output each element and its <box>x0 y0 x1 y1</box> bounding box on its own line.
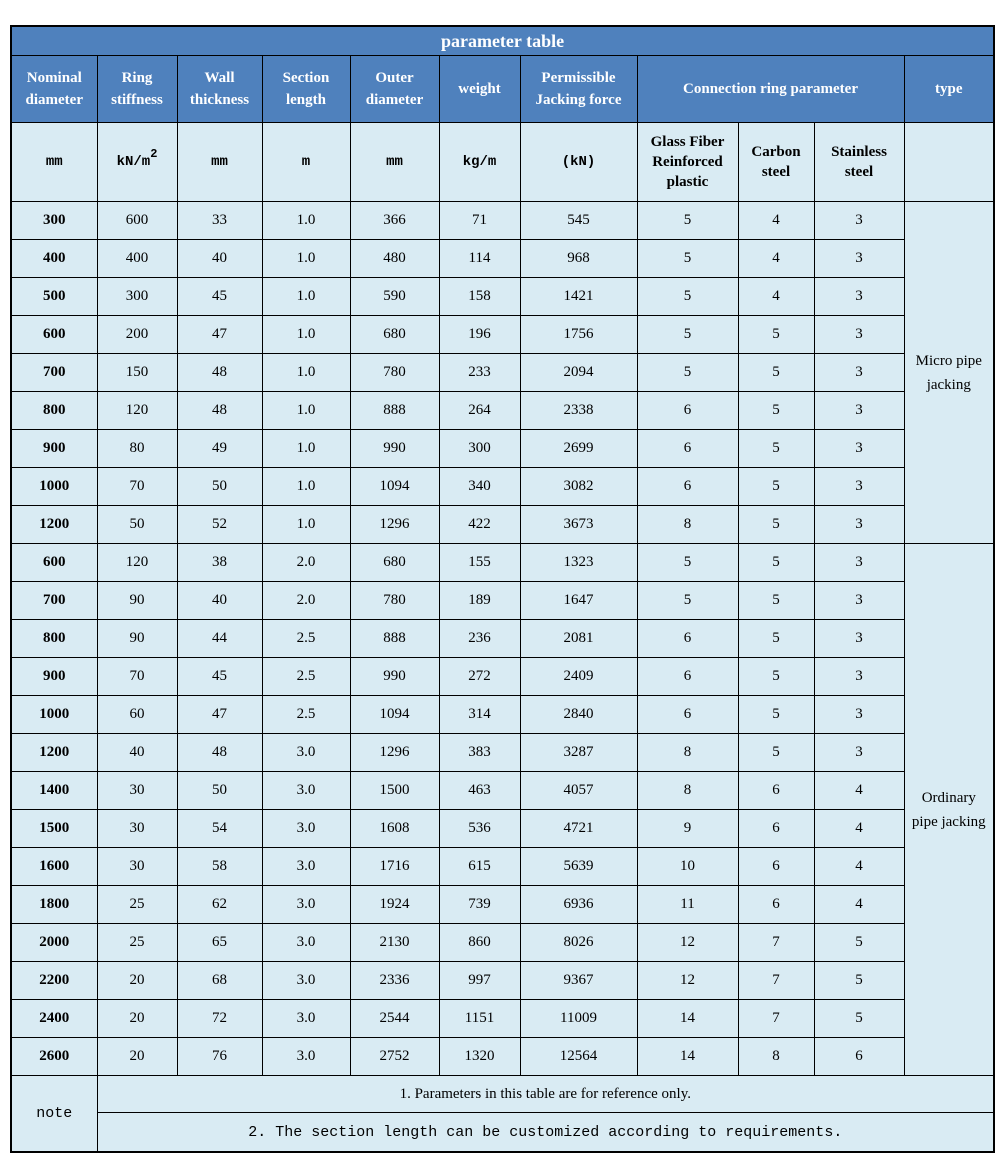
cell-gfrp: 5 <box>637 202 738 240</box>
cell-weight: 114 <box>439 240 520 278</box>
cell-carbon-steel: 5 <box>738 658 814 696</box>
cell-weight: 264 <box>439 392 520 430</box>
cell-outer-diameter: 1094 <box>350 696 439 734</box>
cell-carbon-steel: 6 <box>738 848 814 886</box>
cell-outer-diameter: 888 <box>350 392 439 430</box>
cell-section-length: 3.0 <box>262 734 350 772</box>
cell-outer-diameter: 1500 <box>350 772 439 810</box>
cell-weight: 340 <box>439 468 520 506</box>
cell-wall-thickness: 47 <box>177 316 262 354</box>
cell-carbon-steel: 6 <box>738 810 814 848</box>
cell-gfrp: 6 <box>637 392 738 430</box>
cell-stainless-steel: 4 <box>814 848 904 886</box>
table-row <box>11 658 994 696</box>
cell-stainless-steel: 3 <box>814 506 904 544</box>
cell-nominal-diameter: 1400 <box>11 772 97 810</box>
header-wall-thickness: Wall thickness <box>177 56 262 123</box>
cell-wall-thickness: 47 <box>177 696 262 734</box>
type-cell: Ordinary pipe jacking <box>904 544 994 1076</box>
unit-wall-thickness: mm <box>177 123 262 202</box>
cell-wall-thickness: 62 <box>177 886 262 924</box>
cell-outer-diameter: 1094 <box>350 468 439 506</box>
cell-section-length: 3.0 <box>262 1000 350 1038</box>
cell-jacking-force: 3673 <box>520 506 637 544</box>
cell-weight: 383 <box>439 734 520 772</box>
cell-nominal-diameter: 1200 <box>11 734 97 772</box>
cell-jacking-force: 1323 <box>520 544 637 582</box>
cell-carbon-steel: 5 <box>738 468 814 506</box>
cell-weight: 71 <box>439 202 520 240</box>
cell-wall-thickness: 38 <box>177 544 262 582</box>
cell-outer-diameter: 680 <box>350 544 439 582</box>
cell-outer-diameter: 2130 <box>350 924 439 962</box>
cell-stainless-steel: 3 <box>814 278 904 316</box>
cell-ring-stiffness: 600 <box>97 202 177 240</box>
cell-section-length: 1.0 <box>262 240 350 278</box>
cell-nominal-diameter: 2000 <box>11 924 97 962</box>
cell-carbon-steel: 4 <box>738 202 814 240</box>
cell-gfrp: 5 <box>637 354 738 392</box>
cell-wall-thickness: 49 <box>177 430 262 468</box>
cell-section-length: 2.0 <box>262 544 350 582</box>
table-row <box>11 772 994 810</box>
unit-jacking-force: (kN) <box>520 123 637 202</box>
cell-gfrp: 5 <box>637 582 738 620</box>
cell-gfrp: 14 <box>637 1038 738 1076</box>
cell-carbon-steel: 5 <box>738 316 814 354</box>
cell-section-length: 1.0 <box>262 202 350 240</box>
cell-gfrp: 6 <box>637 696 738 734</box>
table-head-group <box>11 26 994 202</box>
cell-ring-stiffness: 90 <box>97 582 177 620</box>
cell-section-length: 1.0 <box>262 278 350 316</box>
cell-carbon-steel: 5 <box>738 392 814 430</box>
cell-section-length: 3.0 <box>262 924 350 962</box>
cell-gfrp: 6 <box>637 620 738 658</box>
cell-section-length: 1.0 <box>262 316 350 354</box>
cell-nominal-diameter: 500 <box>11 278 97 316</box>
cell-stainless-steel: 5 <box>814 1000 904 1038</box>
cell-section-length: 3.0 <box>262 886 350 924</box>
cell-ring-stiffness: 50 <box>97 506 177 544</box>
cell-carbon-steel: 5 <box>738 544 814 582</box>
cell-gfrp: 14 <box>637 1000 738 1038</box>
cell-weight: 615 <box>439 848 520 886</box>
cell-carbon-steel: 5 <box>738 582 814 620</box>
cell-jacking-force: 545 <box>520 202 637 240</box>
cell-jacking-force: 8026 <box>520 924 637 962</box>
cell-carbon-steel: 4 <box>738 240 814 278</box>
cell-carbon-steel: 5 <box>738 430 814 468</box>
cell-section-length: 3.0 <box>262 848 350 886</box>
table-row <box>11 886 994 924</box>
cell-carbon-steel: 7 <box>738 924 814 962</box>
cell-stainless-steel: 3 <box>814 202 904 240</box>
table-row <box>11 848 994 886</box>
cell-outer-diameter: 990 <box>350 430 439 468</box>
table-row <box>11 392 994 430</box>
cell-wall-thickness: 33 <box>177 202 262 240</box>
cell-ring-stiffness: 120 <box>97 392 177 430</box>
cell-jacking-force: 9367 <box>520 962 637 1000</box>
cell-ring-stiffness: 90 <box>97 620 177 658</box>
cell-jacking-force: 5639 <box>520 848 637 886</box>
cell-weight: 422 <box>439 506 520 544</box>
cell-section-length: 3.0 <box>262 1038 350 1076</box>
table-row <box>11 544 994 582</box>
cell-carbon-steel: 5 <box>738 354 814 392</box>
cell-gfrp: 5 <box>637 544 738 582</box>
cell-section-length: 3.0 <box>262 810 350 848</box>
cell-weight: 233 <box>439 354 520 392</box>
cell-ring-stiffness: 70 <box>97 658 177 696</box>
cell-outer-diameter: 990 <box>350 658 439 696</box>
cell-outer-diameter: 780 <box>350 582 439 620</box>
cell-nominal-diameter: 2400 <box>11 1000 97 1038</box>
cell-gfrp: 12 <box>637 962 738 1000</box>
cell-wall-thickness: 65 <box>177 924 262 962</box>
subheader-stainless-steel: Stainless steel <box>814 123 904 202</box>
cell-nominal-diameter: 1600 <box>11 848 97 886</box>
cell-carbon-steel: 6 <box>738 772 814 810</box>
cell-nominal-diameter: 1200 <box>11 506 97 544</box>
cell-jacking-force: 3082 <box>520 468 637 506</box>
cell-jacking-force: 2338 <box>520 392 637 430</box>
unit-ring-stiffness <box>97 123 177 202</box>
cell-outer-diameter: 2752 <box>350 1038 439 1076</box>
table-row <box>11 240 994 278</box>
cell-stainless-steel: 3 <box>814 696 904 734</box>
cell-stainless-steel: 3 <box>814 582 904 620</box>
cell-weight: 189 <box>439 582 520 620</box>
cell-weight: 1151 <box>439 1000 520 1038</box>
cell-carbon-steel: 4 <box>738 278 814 316</box>
cell-wall-thickness: 58 <box>177 848 262 886</box>
cell-gfrp: 12 <box>637 924 738 962</box>
unit-weight: kg/m <box>439 123 520 202</box>
cell-gfrp: 11 <box>637 886 738 924</box>
cell-stainless-steel: 3 <box>814 658 904 696</box>
cell-outer-diameter: 1296 <box>350 506 439 544</box>
cell-weight: 155 <box>439 544 520 582</box>
cell-outer-diameter: 1716 <box>350 848 439 886</box>
cell-section-length: 1.0 <box>262 506 350 544</box>
table-row <box>11 1000 994 1038</box>
cell-gfrp: 9 <box>637 810 738 848</box>
table-title: parameter table <box>11 26 994 56</box>
header-row <box>11 56 994 123</box>
cell-section-length: 1.0 <box>262 430 350 468</box>
cell-jacking-force: 6936 <box>520 886 637 924</box>
cell-ring-stiffness: 40 <box>97 734 177 772</box>
header-ring-stiffness: Ring stiffness <box>97 56 177 123</box>
cell-ring-stiffness: 120 <box>97 544 177 582</box>
cell-ring-stiffness: 30 <box>97 772 177 810</box>
unit-nominal-diameter: mm <box>11 123 97 202</box>
cell-stainless-steel: 5 <box>814 962 904 1000</box>
cell-wall-thickness: 50 <box>177 772 262 810</box>
cell-nominal-diameter: 300 <box>11 202 97 240</box>
cell-ring-stiffness: 400 <box>97 240 177 278</box>
cell-nominal-diameter: 900 <box>11 658 97 696</box>
cell-nominal-diameter: 900 <box>11 430 97 468</box>
cell-outer-diameter: 1296 <box>350 734 439 772</box>
cell-jacking-force: 1647 <box>520 582 637 620</box>
cell-stainless-steel: 3 <box>814 468 904 506</box>
cell-outer-diameter: 2544 <box>350 1000 439 1038</box>
note-label: note <box>11 1076 97 1153</box>
cell-stainless-steel: 3 <box>814 544 904 582</box>
cell-outer-diameter: 2336 <box>350 962 439 1000</box>
table-row <box>11 1038 994 1076</box>
cell-wall-thickness: 76 <box>177 1038 262 1076</box>
cell-ring-stiffness: 25 <box>97 924 177 962</box>
cell-jacking-force: 1756 <box>520 316 637 354</box>
title-row <box>11 26 994 56</box>
cell-ring-stiffness: 150 <box>97 354 177 392</box>
cell-jacking-force: 2094 <box>520 354 637 392</box>
table-row <box>11 924 994 962</box>
cell-gfrp: 5 <box>637 240 738 278</box>
cell-nominal-diameter: 1500 <box>11 810 97 848</box>
cell-weight: 300 <box>439 430 520 468</box>
cell-nominal-diameter: 700 <box>11 354 97 392</box>
cell-wall-thickness: 48 <box>177 734 262 772</box>
cell-carbon-steel: 5 <box>738 506 814 544</box>
cell-outer-diameter: 480 <box>350 240 439 278</box>
unit-section-length: m <box>262 123 350 202</box>
cell-nominal-diameter: 800 <box>11 392 97 430</box>
cell-nominal-diameter: 700 <box>11 582 97 620</box>
note-item-1: 1. Parameters in this table are for reference only. <box>97 1076 994 1113</box>
cell-weight: 739 <box>439 886 520 924</box>
table-row <box>11 962 994 1000</box>
cell-stainless-steel: 3 <box>814 316 904 354</box>
cell-wall-thickness: 48 <box>177 354 262 392</box>
cell-carbon-steel: 7 <box>738 962 814 1000</box>
cell-nominal-diameter: 1000 <box>11 468 97 506</box>
cell-ring-stiffness: 20 <box>97 1000 177 1038</box>
cell-stainless-steel: 3 <box>814 430 904 468</box>
cell-section-length: 2.0 <box>262 582 350 620</box>
table-row <box>11 696 994 734</box>
table-row <box>11 620 994 658</box>
cell-nominal-diameter: 1000 <box>11 696 97 734</box>
cell-section-length: 2.5 <box>262 620 350 658</box>
cell-carbon-steel: 6 <box>738 886 814 924</box>
cell-stainless-steel: 4 <box>814 886 904 924</box>
cell-section-length: 2.5 <box>262 658 350 696</box>
cell-gfrp: 5 <box>637 278 738 316</box>
header-jacking-force: Permissible Jacking force <box>520 56 637 123</box>
header-weight: weight <box>439 56 520 123</box>
table-row <box>11 316 994 354</box>
cell-weight: 536 <box>439 810 520 848</box>
cell-wall-thickness: 44 <box>177 620 262 658</box>
cell-section-length: 2.5 <box>262 696 350 734</box>
cell-nominal-diameter: 600 <box>11 316 97 354</box>
cell-jacking-force: 2699 <box>520 430 637 468</box>
cell-jacking-force: 4721 <box>520 810 637 848</box>
table-row <box>11 582 994 620</box>
cell-section-length: 1.0 <box>262 468 350 506</box>
cell-nominal-diameter: 1800 <box>11 886 97 924</box>
cell-ring-stiffness: 20 <box>97 962 177 1000</box>
cell-weight: 860 <box>439 924 520 962</box>
cell-stainless-steel: 4 <box>814 772 904 810</box>
cell-wall-thickness: 54 <box>177 810 262 848</box>
cell-weight: 463 <box>439 772 520 810</box>
cell-carbon-steel: 5 <box>738 696 814 734</box>
cell-wall-thickness: 68 <box>177 962 262 1000</box>
cell-weight: 196 <box>439 316 520 354</box>
cell-nominal-diameter: 600 <box>11 544 97 582</box>
cell-carbon-steel: 7 <box>738 1000 814 1038</box>
cell-section-length: 1.0 <box>262 354 350 392</box>
table-row <box>11 354 994 392</box>
header-type: type <box>904 56 994 123</box>
cell-carbon-steel: 5 <box>738 734 814 772</box>
cell-wall-thickness: 40 <box>177 582 262 620</box>
cell-carbon-steel: 5 <box>738 620 814 658</box>
cell-jacking-force: 968 <box>520 240 637 278</box>
cell-wall-thickness: 52 <box>177 506 262 544</box>
cell-weight: 997 <box>439 962 520 1000</box>
cell-stainless-steel: 3 <box>814 620 904 658</box>
cell-outer-diameter: 1608 <box>350 810 439 848</box>
table-row <box>11 202 994 240</box>
cell-jacking-force: 2081 <box>520 620 637 658</box>
cell-ring-stiffness: 30 <box>97 810 177 848</box>
subheader-carbon-steel: Carbon steel <box>738 123 814 202</box>
cell-ring-stiffness: 60 <box>97 696 177 734</box>
cell-wall-thickness: 72 <box>177 1000 262 1038</box>
cell-stainless-steel: 5 <box>814 924 904 962</box>
table-row <box>11 506 994 544</box>
cell-wall-thickness: 45 <box>177 278 262 316</box>
cell-nominal-diameter: 400 <box>11 240 97 278</box>
cell-weight: 314 <box>439 696 520 734</box>
unit-outer-diameter: mm <box>350 123 439 202</box>
cell-outer-diameter: 1924 <box>350 886 439 924</box>
cell-gfrp: 10 <box>637 848 738 886</box>
table-foot-group <box>11 1076 994 1153</box>
cell-jacking-force: 3287 <box>520 734 637 772</box>
cell-stainless-steel: 6 <box>814 1038 904 1076</box>
cell-stainless-steel: 3 <box>814 734 904 772</box>
table-row <box>11 468 994 506</box>
type-cell: Micro pipe jacking <box>904 202 994 544</box>
cell-outer-diameter: 888 <box>350 620 439 658</box>
table-row <box>11 810 994 848</box>
cell-jacking-force: 12564 <box>520 1038 637 1076</box>
cell-gfrp: 8 <box>637 772 738 810</box>
cell-jacking-force: 2409 <box>520 658 637 696</box>
cell-jacking-force: 2840 <box>520 696 637 734</box>
cell-gfrp: 5 <box>637 316 738 354</box>
cell-ring-stiffness: 80 <box>97 430 177 468</box>
cell-jacking-force: 1421 <box>520 278 637 316</box>
cell-weight: 1320 <box>439 1038 520 1076</box>
cell-nominal-diameter: 2600 <box>11 1038 97 1076</box>
cell-wall-thickness: 48 <box>177 392 262 430</box>
cell-wall-thickness: 50 <box>177 468 262 506</box>
cell-ring-stiffness: 20 <box>97 1038 177 1076</box>
cell-ring-stiffness: 200 <box>97 316 177 354</box>
cell-ring-stiffness: 25 <box>97 886 177 924</box>
note-row-2 <box>11 1113 994 1153</box>
cell-jacking-force: 4057 <box>520 772 637 810</box>
cell-outer-diameter: 780 <box>350 354 439 392</box>
header-outer-diameter: Outer diameter <box>350 56 439 123</box>
note-row-1 <box>11 1076 994 1113</box>
cell-gfrp: 6 <box>637 658 738 696</box>
cell-weight: 158 <box>439 278 520 316</box>
cell-section-length: 3.0 <box>262 962 350 1000</box>
cell-stainless-steel: 3 <box>814 240 904 278</box>
cell-section-length: 3.0 <box>262 772 350 810</box>
table-body <box>11 202 994 1076</box>
cell-ring-stiffness: 30 <box>97 848 177 886</box>
note-item-2: 2. The section length can be customized according to requirements. <box>97 1113 994 1153</box>
unit-type-empty <box>904 123 994 202</box>
cell-stainless-steel: 3 <box>814 354 904 392</box>
units-row <box>11 123 994 202</box>
unit-base: kN/m <box>116 153 151 170</box>
cell-wall-thickness: 40 <box>177 240 262 278</box>
cell-ring-stiffness: 70 <box>97 468 177 506</box>
cell-gfrp: 6 <box>637 468 738 506</box>
cell-gfrp: 6 <box>637 430 738 468</box>
cell-stainless-steel: 4 <box>814 810 904 848</box>
cell-section-length: 1.0 <box>262 392 350 430</box>
cell-jacking-force: 11009 <box>520 1000 637 1038</box>
cell-wall-thickness: 45 <box>177 658 262 696</box>
cell-weight: 272 <box>439 658 520 696</box>
unit-superscript: 2 <box>150 146 158 161</box>
cell-ring-stiffness: 300 <box>97 278 177 316</box>
cell-nominal-diameter: 2200 <box>11 962 97 1000</box>
cell-outer-diameter: 366 <box>350 202 439 240</box>
table-row <box>11 430 994 468</box>
table-row <box>11 734 994 772</box>
header-nominal-diameter: Nominal diameter <box>11 56 97 123</box>
cell-weight: 236 <box>439 620 520 658</box>
table-row <box>11 278 994 316</box>
cell-nominal-diameter: 800 <box>11 620 97 658</box>
cell-gfrp: 8 <box>637 734 738 772</box>
subheader-glass-fiber: Glass Fiber Reinforced plastic <box>637 123 738 202</box>
cell-outer-diameter: 680 <box>350 316 439 354</box>
cell-outer-diameter: 590 <box>350 278 439 316</box>
cell-carbon-steel: 8 <box>738 1038 814 1076</box>
parameter-table <box>10 25 995 1153</box>
header-connection-ring-parameter: Connection ring parameter <box>637 56 904 123</box>
header-section-length: Section length <box>262 56 350 123</box>
cell-gfrp: 8 <box>637 506 738 544</box>
cell-stainless-steel: 3 <box>814 392 904 430</box>
